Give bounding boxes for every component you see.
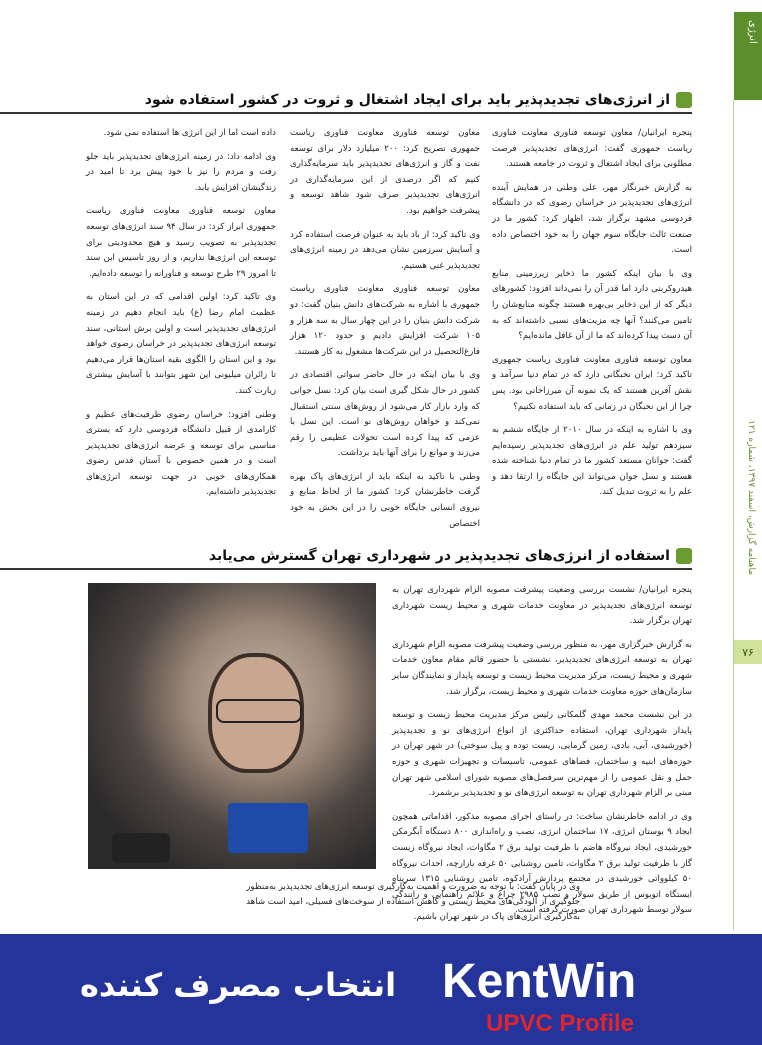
paragraph: وطنی با تاکید به اینکه باید از انرژی‌های پاک بهره گرفت خاطرنشان کرد: کشور ما از لحاظ منابع و نیروی انسانی جایگاه خوبی را در این بخش به خود اختصاص bbox=[290, 471, 480, 529]
paragraph: معاون توسعه فناوری معاونت فناوری ریاست جمهوری تصریح کرد: ۲۰۰ میلیارد دلار برای توسعه نفت و گاز و انرژی‌های تجدیدپذیر باید سرمایه‌گذاری کنیم که اگر درصدی از این سرمایه‌گذاری در انرژی‌های تجدیدپذیر صرف شود شاهد توسعه و پیشرفت خواهیم بود. bbox=[290, 128, 480, 216]
paragraph: به گزارش خبرنگار مهر، علی وطنی در همایش آینده انرژی‌های تجدیدپذیر در خراسان رضوی که در دانشگاه فردوسی مشهد برگزار شد، اظهار کرد: کشور ما در صنعت ثالث جایگاه سوم جهان را به خود اختصاص داده است. bbox=[492, 182, 692, 256]
article1-title: از انرژی‌های تجدیدپذیر باید برای ایجاد اشتغال و ثروت در کشور استفاده شود bbox=[144, 92, 670, 108]
paragraph: وی تاکید کرد: اولین اقدامی که در این استان به عظمت امام رضا (ع) باید انجام دهیم در زمینه انرژی‌های تجدیدپذیر است و اولین برش استانی، سند توسعه انرژی‌های تجدیدپذیر در خراسان رضوی خواهد بود و این استان را الگوی بقیه استان‌ها قرار می‌دهیم تا زائران میلیونی این شهر بتوانند با آسایش بیشتری زیارت کنند. bbox=[86, 292, 276, 396]
leaf-icon bbox=[676, 548, 692, 564]
heading-rule bbox=[0, 568, 692, 570]
paragraph: وی تاکید کرد: از باد باید به عنوان فرصت استفاده کرد و آسایش سرزمین نشان می‌دهد در زمینه انرژی‌های تجدیدپذیر غنی هستیم. bbox=[290, 229, 480, 271]
article2-ending: وی در پایان گفت: با توجه به ضرورت و اهمیت به‌کارگیری توسعه انرژی‌های تجدیدپذیر به‌منظور جلوگیری از آلودگی‌های محیط زیستی و کاهش استفاده از سوخت‌های فسیلی، امید است شاهد به‌کارگیری انرژی‌های پاک در شهر تهران باشیم. bbox=[246, 882, 580, 922]
heading-rule bbox=[0, 112, 692, 114]
article1-col-right bbox=[492, 126, 692, 509]
paragraph: در این نشست محمد مهدی گلمکانی رئیس مرکز مدیریت محیط زیست و توسعه پایدار شهرداری تهران، استفاده حداکثری از انواع انرژی‌های نو و تجدیدپذیر (خورشیدی، آبی، بادی، زمین گرمایی، زیست توده و پیل سوختی) در شهر تهران در حوزه‌های ابنیه و ساختمان، فضاهای عمومی، تاسیسات و تجهیزات شهری و حوزه حمل و نقل عمومی را از مهم‌ترین سرفصل‌های مصوبه شورای اسلامی شهر تهران مبنی بر الزام شهرداری تهران به توسعه انرژی‌های نو و تجدیدپذیر برشمرد. bbox=[392, 710, 692, 799]
paragraph: وی ادامه داد: در زمینه انرژی‌های تجدیدپذیر باید جلو رفت و مردم را نیز با خود پیش برد تا امید در زندگیشان افزایش یابد. bbox=[86, 151, 276, 193]
article2-title: استفاده از انرژی‌های تجدیدپذیر در شهرداری تهران گسترش می‌یابد bbox=[208, 548, 670, 564]
microphone-shape bbox=[112, 833, 170, 863]
article1-col-left bbox=[86, 126, 276, 509]
paragraph: معاون توسعه فناوری معاونت فناوری ریاست جمهوری ابراز کرد: در سال ۹۴ سند انرژی‌های توسعه تجدیدپذیر به تصویب رسید و هیچ محدودیتی برای توسعه این انرژی‌ها نداریم، و از روز تاسیس این سند تا امروز ۲۹ طرح توسعه و فناورانه را توسعه داده‌ایم. bbox=[86, 206, 276, 279]
paragraph: وی با اشاره به اینکه در سال ۲۰۱۰ از جایگاه ششم به سیزدهم تولید علم در انرژی‌های تجدیدپذیر رسیده‌ایم گفت: جوانان مستعد کشور ما در تمام دنیا شناخته شده هستند و نسل جوان می‌تواند این جایگاه را ارتقا دهد و علم را به ثروت تبدیل کند. bbox=[492, 425, 692, 498]
ad-brand-subtitle: UPVC Profile bbox=[486, 1010, 635, 1037]
paragraph: معاون توسعه فناوری معاونت فناوری ریاست جمهوری تاکید کرد: ایران نخبگانی دارد که در تمام دنیا سرآمد و نقش آفرین هستند که یک نمونه آن میرزاخانی بود. پس چرا از این نخبگان در زمانی که باید استفاده نکنیم؟ bbox=[492, 354, 692, 412]
issue-meta: ماهنامه گزارش، اسفند ۱۳۹۷، شماره ۱۲۱ bbox=[746, 420, 756, 576]
section-label: انرژی bbox=[747, 20, 758, 44]
paragraph: پنجره ایرانیان/ معاون توسعه فناوری معاونت فناوری ریاست جمهوری گفت: انرژی‌های تجدیدپذیر فرصت مطلوبی برای ایجاد اشتغال و ثروت در جامعه هستند. bbox=[492, 128, 692, 170]
leaf-icon bbox=[676, 92, 692, 108]
footer-advertisement bbox=[0, 934, 762, 1045]
speaker-photo bbox=[88, 583, 376, 869]
paragraph: وطنی افزود: خراسان رضوی ظرفیت‌های عظیم و کارامدی از قبیل دانشگاه فردوسی دارد که بستری مناسبی برای توسعه و عرضه انرژی‌های تجدیدپذیر است و در همین خصوص با آستان قدس رضوی همکاری‌های خوبی در جهت توسعه انرژی‌های تجدیدپذیر داشته‌ایم. bbox=[86, 409, 276, 498]
paragraph: معاون توسعه فناوری معاونت فناوری ریاست جمهوری با اشاره به شرکت‌های دانش بنیان گفت: دو شرکت دانش بنیان را در این چهار سال به سه هزار و ۱۰۵ شرکت افزایش دادیم و حدود ۱۲۰ هزار فارغ‌التحصیل در این شرکت‌ها مشغول به کار هستند. bbox=[290, 284, 480, 357]
paragraph: پنجره ایرانیان/ نشست بررسی وضعیت پیشرفت مصوبه الزام شهرداری تهران به توسعه انرژی‌های تجدیدپذیر در معاونت خدمات شهری و محیط زیست شهرداری تهران برگزار شد. bbox=[392, 585, 692, 627]
paragraph: داده است اما از این انرژی ها استفاده نمی شود. bbox=[103, 128, 276, 138]
article1-heading bbox=[145, 92, 692, 108]
microphone-shape bbox=[228, 803, 308, 853]
paragraph: وی با بیان اینکه کشور ما ذخایر زیرزمینی منابع هیدروکربنی دارد اما قدر آن را نمی‌داند افزود: کشورهای دیگر که از این ذخایر بی‌بهره هستند چگونه منابع‌شان را تامین می‌کنند؟ آنها چه مزیت‌های نسبی داشته‌اند که به آن دست پیدا کرده‌اند که ما از آن غافل مانده‌ایم؟ bbox=[492, 268, 692, 342]
article2-heading bbox=[209, 548, 692, 564]
section-tab bbox=[734, 12, 762, 100]
paragraph: وی در ادامه خاطرنشان ساخت: در راستای اجرای مصوبه مذکور، اقداماتی همچون ایجاد ۹ بوستان انرژی، ۱۷ ساختمان انرژی، نصب و راه‌اندازی ۸۰۰ دستگاه آبگرمکن خورشیدی، ایجاد نیروگاه هاضم با ظرفیت تولید برق ۲ مگاوات، ایجاد نیروگاه زیست گاز با ظرفیت تولید برق ۲ مگاوات، تامین روشنایی ۵۰ غرفه بازارچه، احداث نیروگاه ۵۰ کیلوواتی خورشیدی در مجتمع پردازش آرادکوه، تامین روشنایی ۱۳۱۵ سرپناه ایستگاه اتوبوس از طریق سولار و نصب ۲۹۸۵ چراغ و علائم راهنمایی و رانندگی سولار توسط شهرداری تهران صورت گرفته است. bbox=[392, 811, 693, 916]
paragraph: وی با بیان اینکه در حال حاضر سواتی اقتصادی در کشور در حال شکل گیری است بیان کرد: نسل جوانی که وارد بازار کار می‌شود از روش‌های سنتی استقبال نمی‌کند و خواهان روش‌های نو است. این نسل با عزمی که پیدا کرده است تحولات عظیمی را رقم می‌زند و موانع را برای آنها باید برداشت. bbox=[290, 370, 480, 459]
ad-brand-logo: KentWin bbox=[442, 955, 637, 1008]
side-strip bbox=[733, 100, 762, 930]
glasses-shape bbox=[216, 699, 302, 723]
ad-slogan: انتخاب مصرف کننده bbox=[80, 966, 397, 1004]
page-number: ۷۶ bbox=[734, 640, 762, 664]
paragraph: به گزارش خبرگزاری مهر، به منظور بررسی وضعیت پیشرفت مصوبه الزام شهرداری تهران به توسعه انرژی‌های تجدیدپذیر، نشستی با حضور قائم مقام معاون خدمات شهری و محیط زیست، مرکز مدیریت محیط زیست و توسعه پایدار و نمایندگان سایر سازمان‌های حوزه معاونت خدمات شهری و محیط زیست، برگزار شد. bbox=[392, 639, 692, 697]
article2-body bbox=[392, 583, 692, 927]
article1-col-middle bbox=[290, 126, 480, 540]
